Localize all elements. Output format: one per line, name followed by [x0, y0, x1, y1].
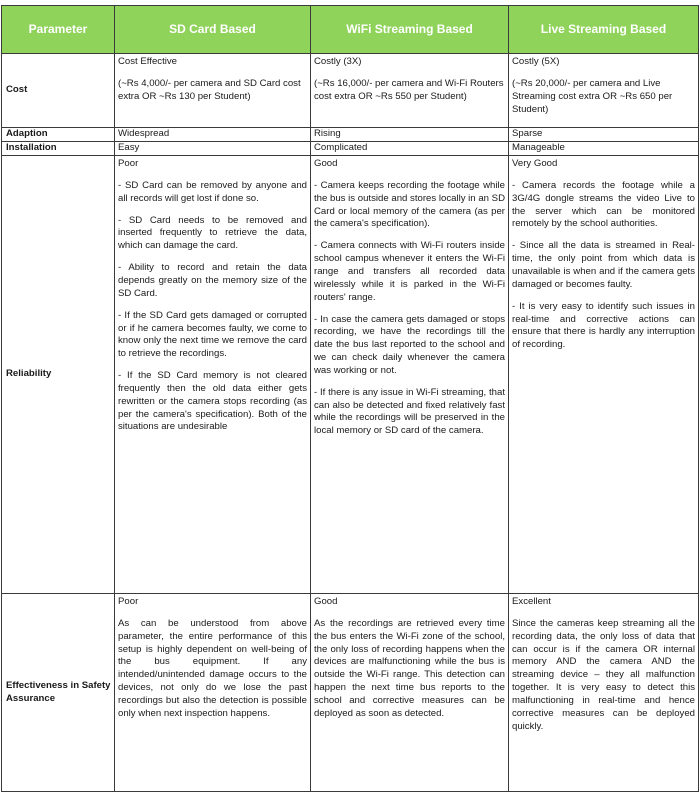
- cell-reliability-sd: [115, 156, 311, 594]
- reliability-wifi-rating: Good: [314, 158, 338, 170]
- reliability-sd-point: - Ability to record and retain the data depends greatly on the memory size of the SD Card.: [118, 262, 307, 299]
- reliability-sd-point: - SD Card can be removed by anyone and all records will get lost if done so.: [118, 179, 307, 204]
- reliability-sd-point: - If the SD Card memory is not cleared frequently then the old data either gets rewritten or the camera stops recording (as per the camera's specification). Both of the situations are undesirable: [118, 370, 307, 433]
- cell-installation-wifi: Complicated: [311, 142, 509, 156]
- reliability-live-point: - Since all the data is streamed in Real-time, the only point from which data is unavailable is when and if the camera gets damaged or becomes faulty.: [512, 240, 695, 290]
- effectiveness-wifi-detail: As the recordings are retrieved every time the bus enters the Wi-Fi zone of the school, the only loss of recording happens when the devices are malfunctioning while the bus is outside the Wi-Fi range. This detection can happen the next time bus reports to the school and corrective measures can be deployed as soon as detected.: [314, 617, 505, 719]
- reliability-wifi-point: - Camera keeps recording the footage while the bus is outside and stores locally in an SD Card or local memory of the camera (as per the camera's specification).: [314, 179, 505, 230]
- cost-wifi-detail: (~Rs 16,000/- per camera and Wi-Fi Routers cost extra OR ~Rs 550 per Student): [314, 77, 504, 102]
- cell-adaption-live: Sparse: [509, 128, 699, 142]
- reliability-sd-point: - If the SD Card gets damaged or corrupted or if he camera becomes faulty, we come to know only the next time we remove the card to retrieve the recordings.: [118, 309, 307, 360]
- row-adaption: [2, 128, 699, 142]
- header-sd-card: SD Card Based: [115, 6, 311, 54]
- cost-sd-detail: (~Rs 4,000/- per camera and SD Card cost extra OR ~Rs 130 per Student): [118, 77, 301, 102]
- reliability-wifi-point: - In case the camera gets damaged or stops recording, we have the recordings till the date the bus last reported to the school and we can check daily whenever the camera was working or not.: [314, 313, 505, 376]
- effectiveness-live-detail: Since the cameras keep streaming all the recording data, the only loss of data that can occur is if the camera OR internal memory AND the camera AND the streaming device – they all malfunction together. It is very easy to detect this malfunctioning in real-time and hence corrective measures can be deployed quickly.: [512, 617, 695, 732]
- cell-cost-sd: [115, 54, 311, 128]
- cell-installation-live: Manageable: [509, 142, 699, 156]
- reliability-live-point: - Camera records the footage while a 3G/4G dongle streams the video Live to the server which can be monitored remotely by the school authorities.: [512, 179, 695, 230]
- header-row: [2, 6, 699, 54]
- cost-live-rating: Costly (5X): [512, 56, 560, 67]
- row-installation: [2, 142, 699, 156]
- reliability-sd-point: - SD Card needs to be removed and inserted frequently to retrieve the data, which can damage the card.: [118, 214, 307, 252]
- reliability-live-rating: Very Good: [512, 158, 558, 170]
- cell-installation-sd: Easy: [115, 142, 311, 156]
- param-reliability: Reliability: [2, 156, 115, 594]
- cell-cost-wifi: [311, 54, 509, 128]
- effectiveness-wifi-rating: Good: [314, 596, 338, 608]
- row-reliability: [2, 156, 699, 594]
- effectiveness-live-rating: Excellent: [512, 596, 551, 608]
- cell-reliability-wifi: [311, 156, 509, 594]
- param-adaption: Adaption: [2, 128, 115, 142]
- param-effectiveness: Effectiveness in Safety Assurance: [2, 594, 115, 792]
- row-effectiveness: [2, 594, 699, 792]
- cell-reliability-live: [509, 156, 699, 594]
- param-installation: Installation: [2, 142, 115, 156]
- cell-adaption-wifi: Rising: [311, 128, 509, 142]
- cost-live-detail: (~Rs 20,000/- per camera and Live Streaming cost extra OR ~Rs 650 per Student): [512, 77, 673, 115]
- cell-adaption-sd: Widespread: [115, 128, 311, 142]
- reliability-wifi-point: - Camera connects with Wi-Fi routers inside school campus whenever it enters the Wi-Fi range and transfers all recorded data wirelessly while it is parked in the Wi-Fi routers' range.: [314, 240, 505, 303]
- header-live-streaming: Live Streaming Based: [509, 6, 699, 54]
- header-parameter: Parameter: [2, 6, 115, 54]
- effectiveness-sd-rating: Poor: [118, 596, 139, 608]
- effectiveness-sd-detail: As can be understood from above parameter, the entire performance of this setup is highly dependent on well-being of the bus equipment. If any intended/unintended damage occurs to the devices, not only do we lose the past recordings but also the detection is possible only when next inspection happens.: [118, 617, 307, 719]
- reliability-live-point: - It is very easy to identify such issues in real-time and corrective actions can ensure that there is hardly any interruption of recording.: [512, 300, 695, 351]
- cost-sd-rating: Cost Effective: [118, 56, 178, 67]
- cell-cost-live: [509, 54, 699, 128]
- comparison-table: [1, 5, 699, 792]
- cost-wifi-rating: Costly (3X): [314, 56, 362, 67]
- header-wifi-streaming: WiFi Streaming Based: [311, 6, 509, 54]
- cell-effectiveness-live: [509, 594, 699, 792]
- cell-effectiveness-wifi: [311, 594, 509, 792]
- reliability-wifi-point: - If there is any issue in Wi-Fi streaming, that can also be detected and fixed relatively fast while the recordings will be preserved in the local memory or SD card of the camera.: [314, 386, 505, 437]
- cell-effectiveness-sd: [115, 594, 311, 792]
- param-cost: Cost: [2, 54, 115, 128]
- reliability-sd-rating: Poor: [118, 158, 139, 170]
- row-cost: [2, 54, 699, 128]
